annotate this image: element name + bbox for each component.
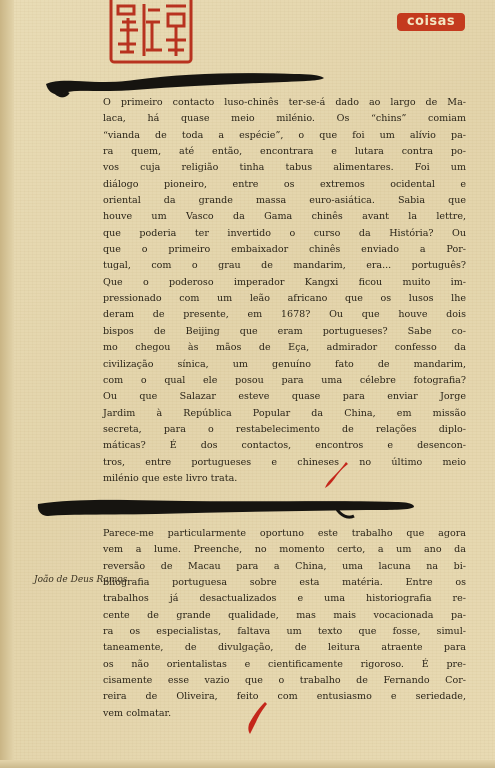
text-line: O primeiro contacto luso-chinês ter-se-á dado ao largo de Ma- [103, 97, 466, 108]
text-line: laca, há quase meio milénio. Os “chins” comiam [103, 113, 466, 125]
text-line: taneamente, de divulgação, de leitura atraente para [103, 642, 466, 654]
publisher-brand-logo: coisas [397, 13, 465, 31]
text-line: “vianda de toda a espécie”, o que foi um alívio pa- [103, 129, 466, 141]
text-line: que poderia ter invertido o curso da História? Ou [103, 227, 466, 239]
red-brush-mark-icon [320, 460, 350, 490]
text-line: vem a lume. Preenche, no momento certo, a um ano da [103, 544, 466, 556]
text-line: bliografia portuguesa sobre esta matéria. Entre os [103, 577, 466, 589]
brush-stroke-divider [36, 492, 416, 522]
text-line: oriental da grande massa euro-asiática. Sabia que [103, 195, 466, 207]
text-line: bispos de Beijing que eram portugueses? Sabe co- [103, 325, 466, 337]
text-line: cisamente esse vazio que o trabalho de Fernando Cor- [103, 675, 466, 687]
text-line: tros, entre portugueses e chineses no último meio [103, 456, 466, 468]
chinese-seal-stamp-icon [108, 0, 194, 66]
text-line: Que o poderoso imperador Kangxi ficou muito im- [103, 276, 466, 288]
text-line: que o primeiro embaixador chinês enviado a Por- [103, 244, 466, 256]
text-line: máticas? É dos contactos, encontros e desencon- [103, 440, 466, 452]
text-line: pressionado com um leão africano que os lusos lhe [103, 293, 466, 305]
text-line: tugal, com o grau de mandarim, era... português? [103, 260, 466, 272]
text-line: ra os especialistas, faltava um texto que fosse, simul- [103, 626, 466, 638]
text-line: ra quem, até então, encontrara e lutara contra po- [103, 146, 466, 158]
preface-paragraph [103, 526, 466, 722]
text-line: civilização sínica, um genuíno fato de mandarim, [103, 358, 466, 370]
text-line: Ou que Salazar esteve quase para enviar Jorge [103, 391, 466, 403]
text-line: cente de grande qualidade, mas mais vocacionada pa- [103, 609, 466, 621]
intro-paragraph [103, 95, 466, 487]
author-signature: João de Deus Ramos [34, 575, 128, 585]
text-line: mo chegou às mãos de Eça, admirador confesso da [103, 342, 466, 354]
text-line: vos cuja religião tinha tabus alimentares. Foi um [103, 162, 466, 174]
text-line: trabalhos já desactualizados e uma historiografia re- [103, 593, 466, 605]
text-line: vem colmatar. [103, 707, 172, 719]
text-line: diálogo pioneiro, entre os extremos ocidental e [103, 178, 466, 190]
text-line: os não orientalistas e cientificamente rigoroso. É pre- [103, 658, 466, 670]
text-line: secreta, para o restabelecimento de relações diplo- [103, 423, 466, 435]
text-line: deram de presente, em 1678? Ou que houve dois [103, 309, 466, 321]
text-line: houve um Vasco da Gama chinês avant la lettre, [103, 211, 466, 223]
text-line: Parece-me particularmente oportuno este trabalho que agora [103, 528, 466, 539]
text-line: com o qual ele posou para uma célebre fotografia? [103, 374, 466, 386]
text-line: Jardim à República Popular da China, em missão [103, 407, 466, 419]
text-line: reira de Oliveira, feito com entusiasmo e seriedade, [103, 691, 466, 703]
red-brush-mark-icon [243, 700, 269, 736]
text-line: reversão de Macau para a China, uma lacuna na bi- [103, 560, 466, 572]
text-line: milénio que este livro trata. [103, 472, 238, 484]
